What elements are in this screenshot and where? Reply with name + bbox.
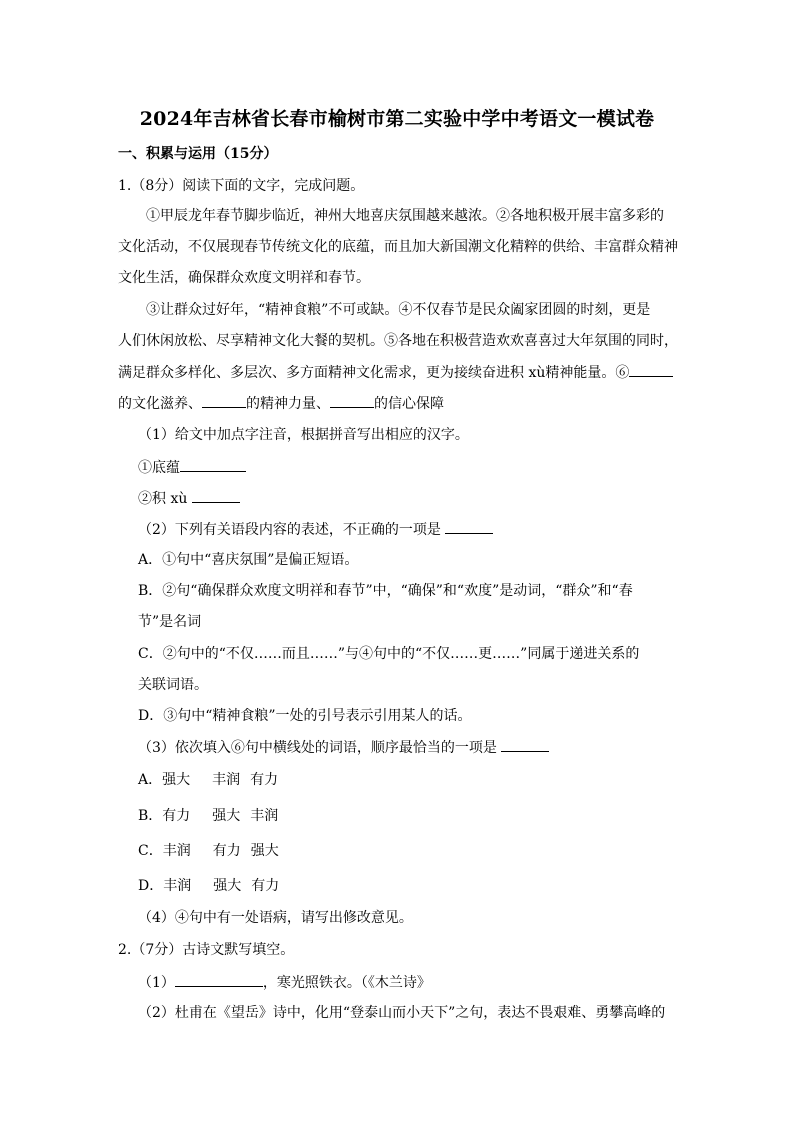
passage-line: 人们休闲放松、尽享精神文化大餐的契机。⑤各地在积极营造欢欢喜喜过大年氛围的同时，	[118, 333, 678, 349]
passage-line: ①甲辰龙年春节脚步临近，神州大地喜庆氛围越来越浓。②各地积极开展丰富多彩的	[146, 208, 664, 224]
passage-line: 文化生活，确保群众欢度文明祥和春节。	[118, 270, 370, 286]
passage-text: 满足群众多样化、多层次、多方面精神文化需求，更为接续奋进积 xù精神能量。⑥	[118, 365, 630, 381]
subquestion-2: （2）下列有关语段内容的表述，不正确的一项是	[138, 519, 493, 540]
subquestion-4: （4）④句中有一处语病，请写出修改意见。	[138, 910, 413, 926]
subquestion-3: （3）依次填入⑥句中横线处的词语，顺序最恰当的一项是	[138, 737, 549, 758]
answer-blank[interactable]	[501, 737, 549, 752]
subquestion-1: （1）给文中加点字注音，根据拼音写出相应的汉字。	[138, 427, 469, 443]
option-b-cont: 节”是名词	[138, 614, 202, 630]
option-d: D．③句中“精神食粮”一处的引号表示引用某人的话。	[138, 708, 472, 724]
question-1-heading: 1.（8分）阅读下面的文字，完成问题。	[118, 178, 365, 194]
answer-blank[interactable]	[202, 393, 246, 408]
answer-blank[interactable]	[192, 488, 240, 503]
choice-d: D．丰润 强大 有力	[138, 878, 280, 894]
page-title: 2024年吉林省长春市榆树市第二实验中学中考语文一模试卷	[139, 108, 655, 130]
subquestion-1-item-a: ①底蕴	[138, 457, 246, 478]
passage-line: 文化活动，不仅展现春节传统文化的底蕴，而且加大新国潮文化精粹的供给、丰富群众精神	[118, 239, 678, 255]
option-b: B．②句“确保群众欢度文明祥和春节”中，“确保”和“欢度”是动词，“群众”和“春	[138, 583, 633, 599]
answer-blank[interactable]	[175, 972, 263, 987]
poem-item-2: （2）杜甫在《望岳》诗中，化用“登泰山而小天下”之句，表达不畏艰难、勇攀高峰的	[138, 1005, 666, 1021]
subquestion-1-item-b: ②积 xù	[138, 488, 240, 509]
passage-text: 的精神力量、	[246, 396, 330, 412]
answer-blank[interactable]	[629, 362, 673, 377]
option-c: C．②句中的“不仅……而且……”与④句中的“不仅……更……”同属于递进关系的	[138, 646, 640, 662]
option-a: A．①句中“喜庆氛围”是偏正短语。	[138, 552, 359, 568]
passage-text: 的文化滋养、	[118, 396, 202, 412]
choice-a: A．强大 丰润 有力	[138, 772, 279, 788]
choice-c: C．丰润 有力 强大	[138, 843, 279, 859]
passage-line: ③让群众过好年，“精神食粮”不可或缺。④不仅春节是民众阖家团圆的时刻，更是	[146, 302, 651, 318]
option-c-cont: 关联词语。	[138, 677, 208, 693]
choice-b: B．有力 强大 丰润	[138, 808, 279, 824]
poem-item-1: （1） ，寒光照铁衣。（《木兰诗》	[138, 972, 431, 993]
answer-blank[interactable]	[445, 519, 493, 534]
answer-blank[interactable]	[180, 457, 246, 472]
question-2-heading: 2.（7分）古诗文默写填空。	[118, 942, 295, 958]
passage-text: 的信心保障	[374, 396, 444, 412]
passage-line	[118, 362, 673, 383]
section-heading: 一、积累与运用（15分）	[118, 146, 278, 162]
passage-line	[118, 393, 444, 414]
answer-blank[interactable]	[330, 393, 374, 408]
